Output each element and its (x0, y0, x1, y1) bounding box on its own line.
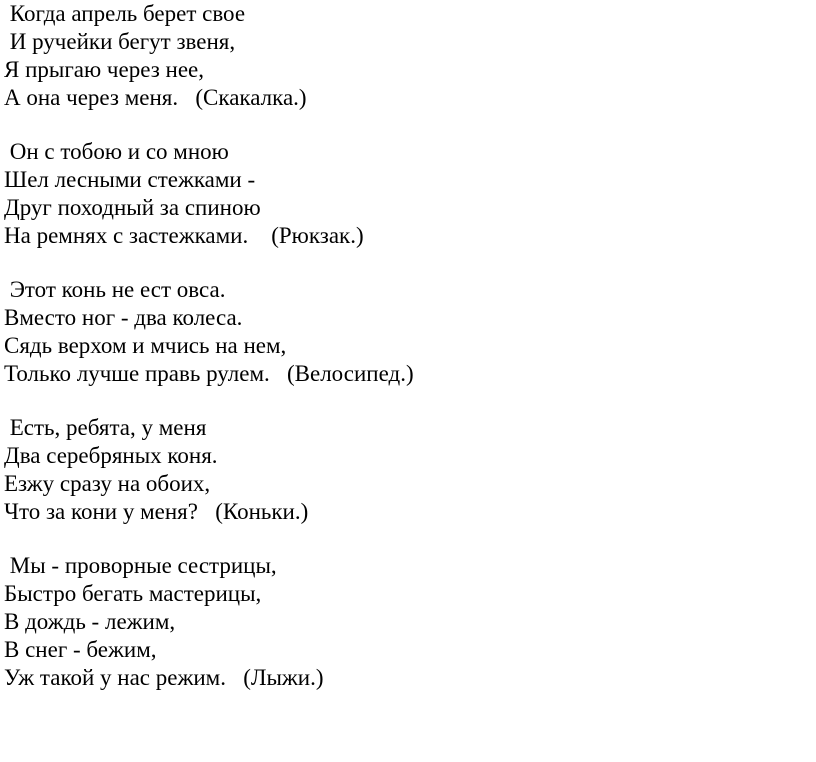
riddle-bicycle (4, 276, 804, 388)
riddle-line: В дождь - лежим, (4, 609, 176, 634)
riddle-line: Уж такой у нас режим. (Лыжи.) (4, 665, 324, 690)
riddle-line: На ремнях с застежками. (Рюкзак.) (4, 223, 364, 248)
riddle-line: Мы - проворные сестрицы, (4, 553, 277, 578)
riddle-line: Два серебряных коня. (4, 443, 218, 468)
riddle-line: Шел лесными стежками - (4, 167, 256, 192)
document-body (4, 0, 804, 718)
riddle-line: Когда апрель берет свое (4, 1, 246, 26)
riddle-line: Что за кони у меня? (Коньки.) (4, 499, 309, 524)
riddle-line: Друг походный за спиною (4, 195, 261, 220)
riddle-line: Только лучше правь рулем. (Велосипед.) (4, 361, 414, 386)
riddle-line: Я прыгаю через нее, (4, 57, 205, 82)
riddle-line: Езжу сразу на обоих, (4, 471, 211, 496)
riddle-line: Сядь верхом и мчись на нем, (4, 333, 287, 358)
riddle-backpack (4, 138, 804, 250)
riddle-line: Есть, ребята, у меня (4, 415, 207, 440)
riddle-skis (4, 552, 804, 692)
riddle-line: Он с тобою и со мною (4, 139, 229, 164)
riddle-line: В снег - бежим, (4, 637, 157, 662)
riddle-skates (4, 414, 804, 526)
riddle-jump-rope (4, 0, 804, 112)
riddle-line: А она через меня. (Скакалка.) (4, 85, 307, 110)
riddle-line: Этот конь не ест овса. (4, 277, 226, 302)
riddle-line: Быстро бегать мастерицы, (4, 581, 262, 606)
riddle-line: И ручейки бегут звеня, (4, 29, 236, 54)
riddle-line: Вместо ног - два колеса. (4, 305, 243, 330)
